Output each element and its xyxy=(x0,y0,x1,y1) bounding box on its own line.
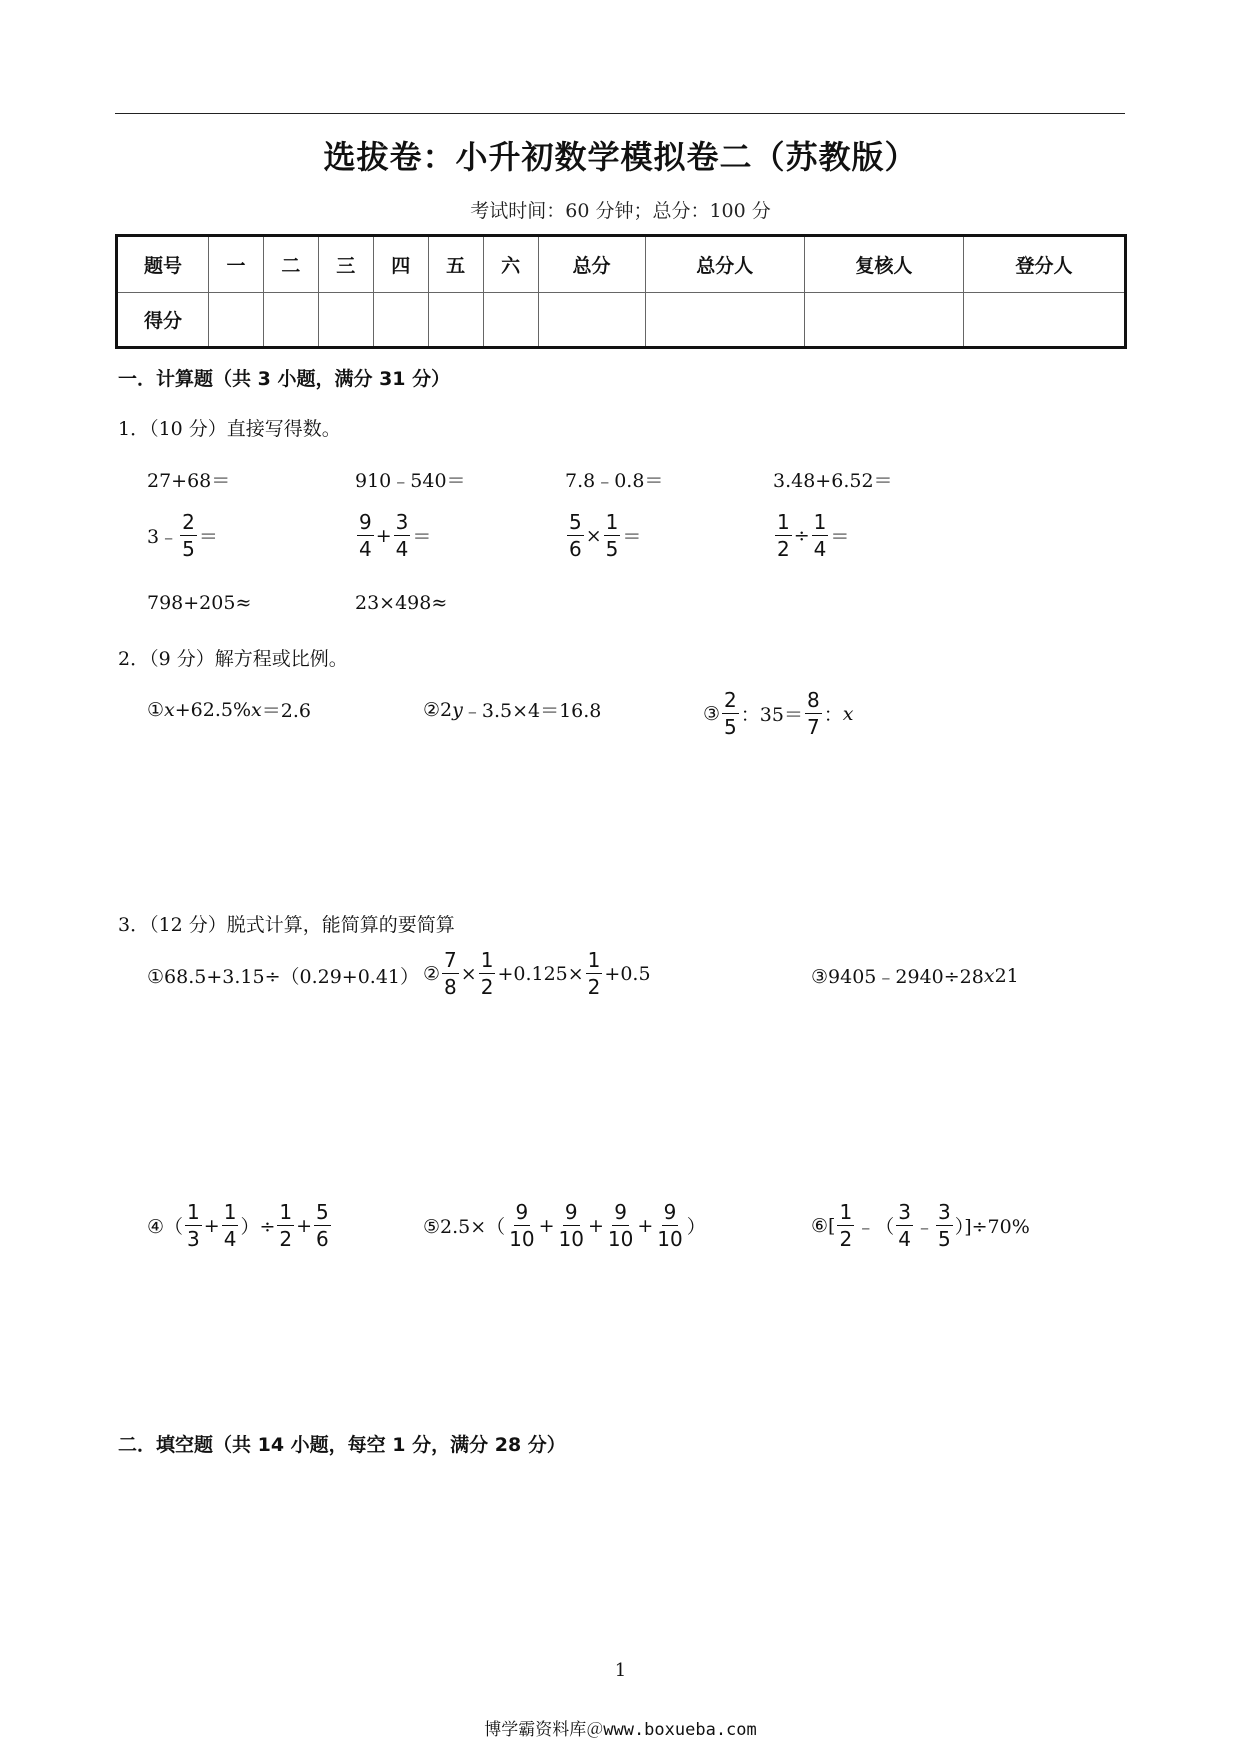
q2-equation-1 xyxy=(147,696,311,723)
operator: + xyxy=(538,1214,555,1237)
table-header-cell: 五 xyxy=(428,236,483,293)
numerator: 2 xyxy=(724,688,737,712)
score-cell[interactable] xyxy=(428,293,483,348)
denominator: 2 xyxy=(777,537,790,561)
expr-text: ②2 xyxy=(423,698,453,721)
q2-proportion-3 xyxy=(703,690,853,737)
question-3-label: 3．（12 分）脱式计算，能简算的要简算 xyxy=(118,914,455,936)
fraction xyxy=(507,1202,536,1249)
expr-text: ⑤2.5×（ xyxy=(423,1216,506,1238)
numerator: 1 xyxy=(777,510,790,534)
expr-text: ＝ xyxy=(198,526,218,548)
expr-text: ：35＝ xyxy=(740,704,803,726)
fraction xyxy=(277,1202,294,1249)
expr-text: ﹣3.5×4＝16.8 xyxy=(462,700,602,722)
fraction xyxy=(837,1202,854,1249)
operator: + xyxy=(203,1214,220,1237)
expr-text: +0.125× xyxy=(497,962,584,985)
denominator: 8 xyxy=(444,975,457,999)
expr-text: ⑥[ xyxy=(811,1214,836,1237)
numerator: 8 xyxy=(806,688,820,712)
numerator: 3 xyxy=(898,1200,911,1224)
numerator: 3 xyxy=(937,1200,951,1224)
numerator: 2 xyxy=(182,510,195,534)
score-table xyxy=(115,234,1127,349)
table-header-cell: 四 xyxy=(373,236,428,293)
variable-x: x xyxy=(983,964,995,987)
fraction xyxy=(567,512,584,559)
q3-problem-1: ①68.5+3.15÷（0.29+0.41） xyxy=(147,966,420,988)
expr-text: ： xyxy=(823,704,843,726)
table-header-cell: 六 xyxy=(483,236,538,293)
fraction xyxy=(812,512,829,559)
fraction xyxy=(655,1202,684,1249)
denominator: 5 xyxy=(605,537,619,561)
fraction xyxy=(805,690,822,737)
q3-problem-6 xyxy=(811,1202,1030,1249)
fraction xyxy=(606,1202,635,1249)
denominator: 5 xyxy=(724,715,737,739)
numerator: 1 xyxy=(223,1200,237,1224)
variable-x: x xyxy=(164,698,175,721)
score-cell[interactable] xyxy=(373,293,428,348)
numerator: 9 xyxy=(614,1200,628,1224)
expr-text: ）÷ xyxy=(240,1216,276,1238)
page-number: 1 xyxy=(614,1660,627,1681)
denominator: 2 xyxy=(587,975,601,999)
denominator: 4 xyxy=(395,537,409,561)
fraction xyxy=(357,512,374,559)
fraction xyxy=(442,950,459,997)
numerator: 1 xyxy=(813,510,827,534)
denominator: 4 xyxy=(223,1227,237,1251)
fraction xyxy=(586,950,603,997)
variable-x: x xyxy=(842,702,854,725)
expr-text: ＝ xyxy=(830,526,850,548)
numerator: 5 xyxy=(316,1200,329,1224)
score-table-score-row xyxy=(117,293,1126,348)
expr-text: ③9405﹣2940÷28 xyxy=(811,966,984,988)
table-header-cell: 总分人 xyxy=(645,236,804,293)
table-header-cell: 二 xyxy=(263,236,318,293)
fraction xyxy=(604,512,621,559)
page-title: 选拔卷：小升初数学模拟卷二（苏教版） xyxy=(323,138,918,176)
table-row-label: 得分 xyxy=(117,293,209,348)
top-rule xyxy=(115,113,1125,114)
expr-text: ）]÷70% xyxy=(954,1216,1030,1238)
numerator: 9 xyxy=(663,1200,677,1224)
question-2-label: 2．（9 分）解方程或比例。 xyxy=(118,648,348,670)
q3-problem-5 xyxy=(423,1202,706,1249)
numerator: 9 xyxy=(515,1200,529,1224)
numerator: 7 xyxy=(444,948,457,972)
denominator: 6 xyxy=(316,1227,329,1251)
expr-text: ③ xyxy=(703,702,721,725)
fraction xyxy=(896,1202,913,1249)
score-cell[interactable] xyxy=(263,293,318,348)
table-header-cell: 一 xyxy=(209,236,264,293)
table-header-cell: 复核人 xyxy=(804,236,963,293)
table-header-cell: 三 xyxy=(318,236,373,293)
numerator: 1 xyxy=(587,948,601,972)
expr-text: 21 xyxy=(994,964,1019,987)
denominator: 10 xyxy=(657,1227,683,1251)
table-header-cell: 题号 xyxy=(117,236,209,293)
denominator: 3 xyxy=(187,1227,200,1251)
operator: + xyxy=(588,1214,604,1237)
fraction xyxy=(936,1202,953,1249)
score-cell[interactable] xyxy=(209,293,264,348)
operator: ÷ xyxy=(793,524,810,547)
score-cell[interactable] xyxy=(804,293,963,348)
q1-expr-j: 23×498≈ xyxy=(355,592,448,614)
q1-expr-i: 798+205≈ xyxy=(147,592,252,614)
q1-expr-b: 910﹣540＝ xyxy=(355,470,466,492)
expr-text: ① xyxy=(147,698,165,721)
numerator: 1 xyxy=(480,948,494,972)
expr-text: ＝ xyxy=(622,526,642,548)
numerator: 1 xyxy=(839,1200,853,1224)
fraction xyxy=(180,512,197,559)
q1-expr-a: 27+68＝ xyxy=(147,470,231,492)
q1-expr-f xyxy=(355,512,431,559)
denominator: 10 xyxy=(607,1227,634,1251)
q1-expr-d: 3.48+6.52＝ xyxy=(773,470,893,492)
variable-y: y xyxy=(452,698,463,721)
expr-text: ＝ xyxy=(412,526,432,548)
fraction xyxy=(222,1202,239,1249)
score-cell[interactable] xyxy=(645,293,804,348)
operator: + xyxy=(375,524,392,547)
q1-expr-c: 7.8﹣0.8＝ xyxy=(565,470,664,492)
numerator: 1 xyxy=(187,1200,200,1224)
q1-expr-g xyxy=(565,512,641,559)
operator: ﹣ xyxy=(914,1216,934,1238)
denominator: 2 xyxy=(839,1227,853,1251)
denominator: 10 xyxy=(558,1227,584,1251)
numerator: 9 xyxy=(359,510,372,534)
expr-text: ﹣（ xyxy=(856,1216,895,1238)
table-header-cell: 登分人 xyxy=(964,236,1126,293)
question-1-label: 1．（10 分）直接写得数。 xyxy=(118,418,341,440)
fraction xyxy=(775,512,792,559)
denominator: 4 xyxy=(813,537,827,561)
fraction xyxy=(185,1202,202,1249)
q2-equation-2 xyxy=(423,696,601,723)
variable-x: x xyxy=(251,698,262,721)
operator: × xyxy=(460,962,477,985)
numerator: 1 xyxy=(279,1200,293,1224)
expr-text: ④（ xyxy=(147,1216,184,1238)
section-1-heading: 一．计算题（共 3 小题，满分 31 分） xyxy=(118,368,451,390)
denominator: 2 xyxy=(480,975,494,999)
expr-text: 3﹣ xyxy=(147,526,179,548)
table-header-cell: 总分 xyxy=(538,236,645,293)
denominator: 4 xyxy=(359,537,372,561)
expr-text: +0.5 xyxy=(604,962,651,985)
score-cell[interactable] xyxy=(964,293,1126,348)
q1-expr-e xyxy=(147,512,218,559)
score-cell[interactable] xyxy=(483,293,538,348)
expr-text: +62.5% xyxy=(174,698,252,721)
numerator: 3 xyxy=(395,510,409,534)
denominator: 5 xyxy=(182,537,195,561)
expr-text: ＝2.6 xyxy=(261,700,311,722)
q3-problem-4 xyxy=(147,1202,333,1249)
denominator: 6 xyxy=(569,537,582,561)
denominator: 7 xyxy=(806,715,820,739)
numerator: 5 xyxy=(569,510,582,534)
q3-problem-3 xyxy=(811,962,1019,989)
denominator: 4 xyxy=(898,1227,911,1251)
fraction xyxy=(394,512,411,559)
q3-problem-2 xyxy=(423,950,651,997)
numerator: 1 xyxy=(605,510,619,534)
score-cell[interactable] xyxy=(318,293,373,348)
expr-text: ） xyxy=(686,1216,706,1238)
score-cell[interactable] xyxy=(538,293,645,348)
fraction xyxy=(479,950,496,997)
score-table-header-row xyxy=(117,236,1126,293)
denominator: 10 xyxy=(509,1227,535,1251)
expr-text: ② xyxy=(423,962,441,985)
fraction xyxy=(314,1202,331,1249)
section-2-heading: 二．填空题（共 14 小题，每空 1 分，满分 28 分） xyxy=(118,1434,566,1456)
denominator: 5 xyxy=(937,1227,951,1251)
fraction xyxy=(557,1202,586,1249)
operator: + xyxy=(637,1214,654,1237)
footer-watermark: 博学霸资料库＠www.boxueba.com xyxy=(484,1720,757,1740)
numerator: 9 xyxy=(564,1200,578,1224)
exam-info: 考试时间：60 分钟；总分：100 分 xyxy=(470,200,771,222)
operator: × xyxy=(585,524,602,547)
operator: + xyxy=(296,1214,313,1237)
q1-expr-h xyxy=(773,512,849,559)
fraction xyxy=(722,690,739,737)
denominator: 2 xyxy=(279,1227,293,1251)
